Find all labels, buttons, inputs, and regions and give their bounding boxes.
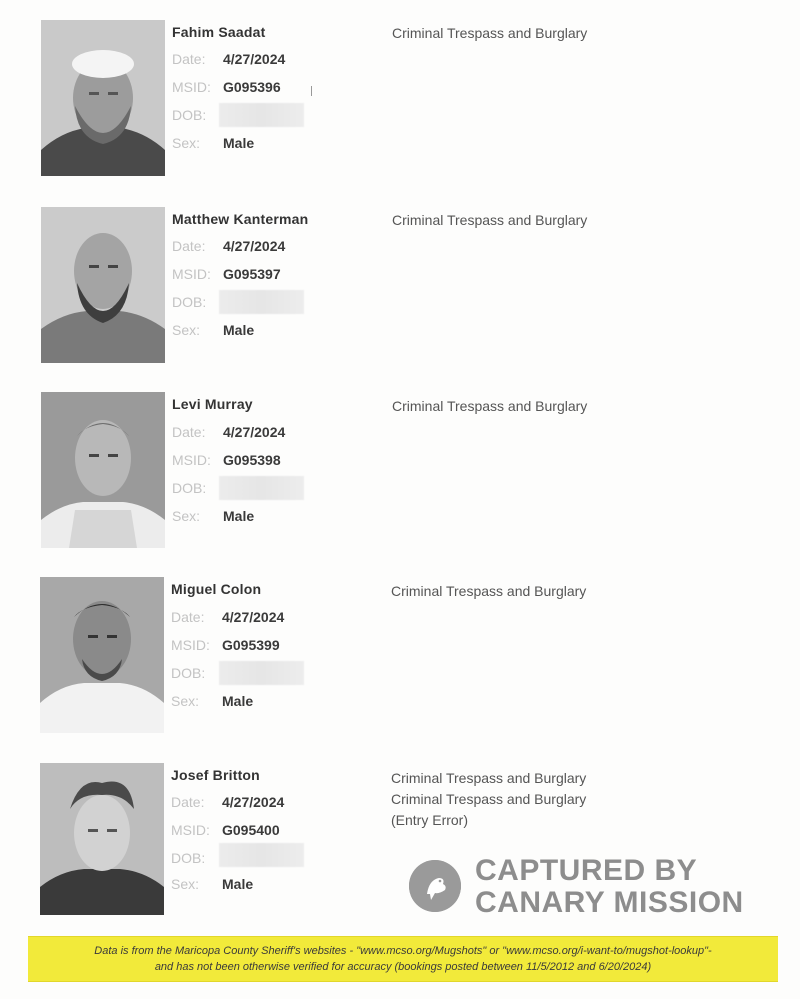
- msid-value: G095397: [223, 266, 281, 282]
- msid-label: MSID:: [172, 79, 211, 95]
- charge-note: (Entry Error): [391, 812, 468, 828]
- booking-record: [0, 20, 800, 180]
- person-name: Levi Murray: [172, 396, 253, 412]
- dob-redacted: [219, 661, 304, 685]
- mugshot-photo: [41, 207, 165, 363]
- booking-record: [0, 392, 800, 552]
- dob-redacted: [219, 103, 304, 127]
- sex-label: Sex:: [172, 135, 201, 151]
- disclaimer-line-2: and has not been otherwise verified for accuracy (bookings posted between 11/5/2012 and 6/20/2024): [154, 961, 652, 973]
- dob-redacted: [219, 843, 304, 867]
- msid-label: MSID:: [171, 822, 210, 838]
- sex-label: Sex:: [172, 508, 201, 524]
- sex-value: Male: [223, 135, 255, 151]
- date-label: Date:: [172, 51, 206, 67]
- charge-text: Criminal Trespass and Burglary: [392, 212, 588, 228]
- msid-value: G095400: [222, 822, 280, 838]
- disclaimer-line-1: Data is from the Maricopa County Sheriff's websites - "www.mcso.org/Mugshots" or "www.mcso.org/i-want-to/mugshot-lookup"-: [94, 945, 712, 957]
- charge-text: Criminal Trespass and Burglary: [391, 583, 587, 599]
- person-name: Matthew Kanterman: [172, 211, 309, 227]
- dob-label: DOB:: [171, 850, 206, 866]
- booking-record: [0, 207, 800, 367]
- watermark-line-2: CANARY MISSION: [475, 886, 744, 919]
- person-name: Miguel Colon: [171, 581, 262, 597]
- dob-redacted: [219, 476, 304, 500]
- canary-mission-watermark: [409, 852, 759, 922]
- date-label: Date:: [172, 238, 206, 254]
- sex-label: Sex:: [172, 322, 201, 338]
- sex-value: Male: [223, 508, 255, 524]
- date-label: Date:: [171, 794, 205, 810]
- booking-record: [0, 577, 800, 737]
- date-label: Date:: [171, 609, 205, 625]
- source-disclaimer: [28, 936, 778, 982]
- watermark-line-1: CAPTURED BY: [475, 854, 698, 887]
- msid-label: MSID:: [171, 637, 210, 653]
- date-label: Date:: [172, 424, 206, 440]
- canary-bird-icon: [409, 860, 461, 912]
- mugshot-photo: [40, 577, 164, 733]
- sex-value: Male: [223, 322, 255, 338]
- scan-mark: [311, 86, 312, 96]
- charge-text: Criminal Trespass and Burglary: [391, 791, 587, 807]
- dob-label: DOB:: [172, 480, 207, 496]
- booking-date: 4/27/2024: [223, 424, 286, 440]
- sex-value: Male: [222, 876, 254, 892]
- dob-label: DOB:: [172, 294, 207, 310]
- msid-label: MSID:: [172, 266, 211, 282]
- dob-label: DOB:: [171, 665, 206, 681]
- booking-date: 4/27/2024: [223, 238, 286, 254]
- booking-date: 4/27/2024: [222, 794, 285, 810]
- person-name: Josef Britton: [171, 767, 260, 783]
- dob-label: DOB:: [172, 107, 207, 123]
- charge-text: Criminal Trespass and Burglary: [391, 770, 587, 786]
- mugshot-photo: [41, 392, 165, 548]
- msid-value: G095396: [223, 79, 281, 95]
- sex-value: Male: [222, 693, 254, 709]
- booking-date: 4/27/2024: [223, 51, 286, 67]
- msid-label: MSID:: [172, 452, 211, 468]
- msid-value: G095398: [223, 452, 281, 468]
- booking-date: 4/27/2024: [222, 609, 285, 625]
- charge-text: Criminal Trespass and Burglary: [392, 25, 588, 41]
- mugshot-photo: [41, 20, 165, 176]
- charge-text: Criminal Trespass and Burglary: [392, 398, 588, 414]
- sex-label: Sex:: [171, 876, 200, 892]
- dob-redacted: [219, 290, 304, 314]
- msid-value: G095399: [222, 637, 280, 653]
- mugshot-photo: [40, 763, 164, 915]
- sex-label: Sex:: [171, 693, 200, 709]
- person-name: Fahim Saadat: [172, 24, 266, 40]
